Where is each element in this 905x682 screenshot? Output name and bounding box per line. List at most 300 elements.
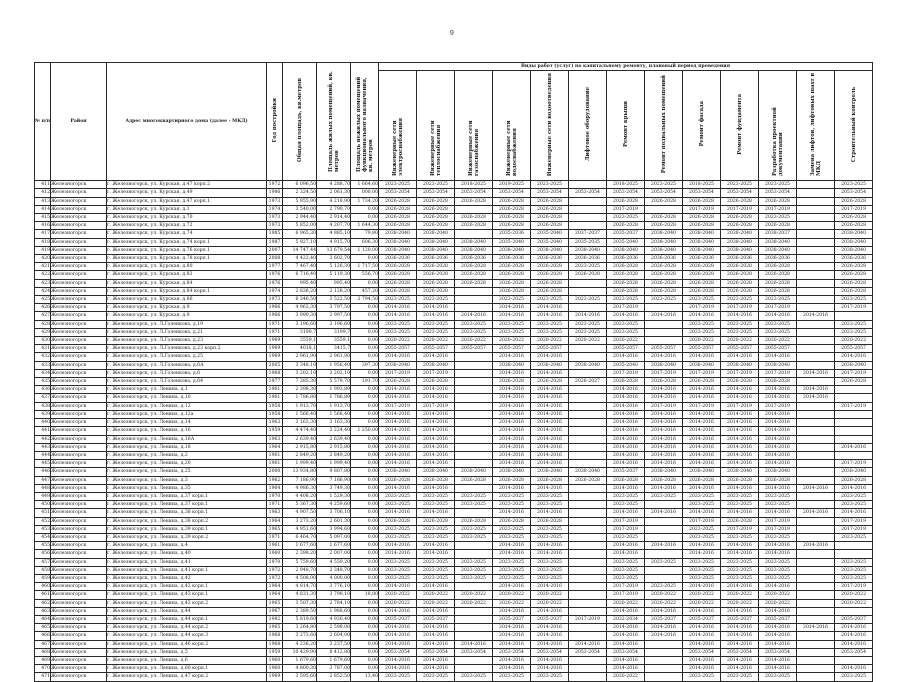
row-work-period bbox=[455, 386, 493, 394]
row-work-period bbox=[455, 615, 493, 623]
row-work-period: 2023-2025 bbox=[721, 501, 759, 509]
row-year: 1969 bbox=[267, 337, 283, 345]
row-work-period: 2020-2022 bbox=[835, 337, 873, 345]
row-district: Железногорск bbox=[51, 509, 107, 517]
row-work-period: 2020-2022 bbox=[645, 599, 683, 607]
row-work-period: 2023-2025 bbox=[721, 320, 759, 328]
row-total-area: 3 163,30 bbox=[283, 419, 317, 427]
row-work-period: 2026-2028 bbox=[417, 205, 455, 213]
row-work-period bbox=[455, 550, 493, 558]
row-work-period: 2023-2025 bbox=[683, 320, 721, 328]
row-address: г. Железногорск, ул. Курская, д.86 bbox=[107, 296, 267, 304]
row-living-area: 4 885,10 bbox=[317, 230, 351, 238]
header-year-text: Год постройки bbox=[271, 97, 278, 143]
row-year: 1961 bbox=[267, 460, 283, 468]
row-work-period: 2020-2022 bbox=[835, 599, 873, 607]
row-year: 1982 bbox=[267, 615, 283, 623]
row-work-period: 2014-2016 bbox=[683, 665, 721, 673]
row-work-period: 2023-2025 bbox=[417, 501, 455, 509]
row-year: 1963 bbox=[267, 509, 283, 517]
row-number: 427 bbox=[35, 312, 51, 320]
row-nonliving-area: 0,00 bbox=[351, 558, 379, 566]
row-work-period: 2036-2036 bbox=[721, 255, 759, 263]
row-number: 451 bbox=[35, 509, 51, 517]
page-number: 9 bbox=[450, 30, 454, 37]
row-work-period: 2014-2016 bbox=[759, 435, 797, 443]
row-work-period: 2014-2016 bbox=[607, 353, 645, 361]
row-work-period: 2023-2025 bbox=[379, 492, 417, 500]
row-living-area: 3415,7 bbox=[317, 345, 351, 353]
row-number: 454 bbox=[35, 533, 51, 541]
row-work-period: 2014-2016 bbox=[379, 542, 417, 550]
row-total-area: 4 907,50 bbox=[283, 509, 317, 517]
table-row bbox=[35, 492, 873, 500]
row-work-period: 2014-2016 bbox=[379, 435, 417, 443]
header-work-text: Инженерные сети водоотведения bbox=[546, 72, 553, 176]
row-work-period: 2014-2016 bbox=[607, 386, 645, 394]
row-work-period: 2023-2025 bbox=[569, 328, 607, 336]
row-work-period: 2014-2016 bbox=[645, 410, 683, 418]
row-work-period: 2014-2016 bbox=[721, 583, 759, 591]
row-work-period: 2023-2025 bbox=[721, 673, 759, 681]
row-work-period: 2023-2025 bbox=[607, 328, 645, 336]
row-work-period: 2026-2028 bbox=[531, 279, 569, 287]
row-work-period: 2014-2016 bbox=[683, 386, 721, 394]
row-work-period: 2023-2025 bbox=[531, 501, 569, 509]
row-district: Железногорск bbox=[51, 476, 107, 484]
row-address: г. Железногорск, ул. Ленина, д.42 bbox=[107, 574, 267, 582]
row-work-period: 2053-2054 bbox=[759, 648, 797, 656]
row-work-period: 2023-2025 bbox=[493, 320, 531, 328]
row-work-period: 2014-2016 bbox=[607, 509, 645, 517]
row-work-period: 2014-2016 bbox=[417, 583, 455, 591]
row-work-period: 2055-2057 bbox=[379, 345, 417, 353]
row-work-period bbox=[645, 205, 683, 213]
row-work-period: 2023-2025 bbox=[493, 296, 531, 304]
row-number: 426 bbox=[35, 304, 51, 312]
row-nonliving-area: 0,00 bbox=[351, 583, 379, 591]
header-works-group: Виды работ (услуг) по капитальному ремонту, плановый период проведения bbox=[379, 63, 873, 71]
row-work-period: 2014-2016 bbox=[645, 443, 683, 451]
row-address: г. Железногорск, ул. Ленина, д.6 bbox=[107, 656, 267, 664]
row-work-period: 2020-2022 bbox=[531, 591, 569, 599]
row-total-area: 5 367,30 bbox=[283, 501, 317, 509]
row-number: 446 bbox=[35, 468, 51, 476]
row-work-period bbox=[569, 632, 607, 640]
row-work-period: 2014-2016 bbox=[417, 410, 455, 418]
row-year: 1985 bbox=[267, 230, 283, 238]
row-district: Железногорск bbox=[51, 214, 107, 222]
row-work-period: 2014-2016 bbox=[417, 550, 455, 558]
row-work-period: 2026-2028 bbox=[607, 263, 645, 271]
row-work-period: 2023-2025 bbox=[645, 492, 683, 500]
row-living-area: 995,40 bbox=[317, 279, 351, 287]
row-work-period: 2023-2025 bbox=[683, 501, 721, 509]
row-work-period bbox=[797, 361, 835, 369]
row-work-period: 2017-2019 bbox=[835, 460, 873, 468]
row-work-period: 2038-2040 bbox=[645, 230, 683, 238]
row-work-period: 2017-2019 bbox=[607, 591, 645, 599]
row-total-area: 3 990,30 bbox=[283, 312, 317, 320]
row-address: г. Железногорск, ул. Курская, д.84 корп.1 bbox=[107, 287, 267, 295]
row-total-area: 2 849,20 bbox=[283, 451, 317, 459]
row-nonliving-area: 0,00 bbox=[351, 304, 379, 312]
row-living-area: 2 914,40 bbox=[317, 214, 351, 222]
row-work-period: 2017-2019 bbox=[759, 304, 797, 312]
row-nonliving-area: 18,80 bbox=[351, 591, 379, 599]
row-work-period bbox=[645, 501, 683, 509]
row-number: 455 bbox=[35, 542, 51, 550]
row-work-period: 2053-2054 bbox=[683, 648, 721, 656]
row-work-period: 2014-2016 bbox=[379, 460, 417, 468]
row-total-area: 1 566,40 bbox=[283, 410, 317, 418]
row-work-period: 2014-2016 bbox=[607, 550, 645, 558]
row-total-area: 2 915,80 bbox=[283, 443, 317, 451]
row-work-period: 2023-2025 bbox=[607, 214, 645, 222]
row-address: г. Железногорск, ул. Ленина, д.18 bbox=[107, 443, 267, 451]
header-work-12 bbox=[835, 71, 873, 181]
row-work-period: 2014-2016 bbox=[531, 394, 569, 402]
row-work-period: 2026-2028 bbox=[531, 517, 569, 525]
row-work-period: 2026-2028 bbox=[645, 271, 683, 279]
row-nonliving-area: 1 644,30 bbox=[351, 222, 379, 230]
row-work-period: 2014-2016 bbox=[531, 542, 569, 550]
row-address: г. Железногорск, ул. Ленина, д.60 корп.1 bbox=[107, 665, 267, 673]
row-number: 431 bbox=[35, 345, 51, 353]
row-work-period: 2014-2016 bbox=[569, 312, 607, 320]
row-number: 459 bbox=[35, 574, 51, 582]
row-year: 1968 bbox=[267, 369, 283, 377]
row-year: 2007 bbox=[267, 246, 283, 254]
row-address: г. Железногорск, ул. Ленина, д.38 корп.2 bbox=[107, 517, 267, 525]
row-work-period: 2014-2016 bbox=[493, 353, 531, 361]
row-living-area: 5 579,70 bbox=[317, 378, 351, 386]
row-work-period: 2023-2025 bbox=[379, 673, 417, 681]
row-work-period: 2038-2040 bbox=[417, 361, 455, 369]
row-work-period: 2014-2016 bbox=[683, 419, 721, 427]
row-work-period: 2023-2025 bbox=[835, 673, 873, 681]
row-district: Железногорск bbox=[51, 632, 107, 640]
row-work-period: 2014-2016 bbox=[417, 665, 455, 673]
row-work-period: 2023-2025 bbox=[721, 492, 759, 500]
row-work-period: 2035-2040 bbox=[531, 230, 569, 238]
row-work-period: 2014-2016 bbox=[835, 353, 873, 361]
row-year: 1971 bbox=[267, 501, 283, 509]
row-work-period: 2053-2054 bbox=[417, 189, 455, 197]
row-work-period: 2014-2016 bbox=[835, 443, 873, 451]
row-work-period: 2014-2016 bbox=[797, 509, 835, 517]
row-work-period: 2014-2016 bbox=[531, 312, 569, 320]
table-row bbox=[35, 296, 873, 304]
row-work-period: 2055-2057 bbox=[721, 345, 759, 353]
row-work-period bbox=[797, 328, 835, 336]
row-work-period: 2023-2025 bbox=[683, 558, 721, 566]
row-work-period: 2014-2016 bbox=[493, 640, 531, 648]
table-row bbox=[35, 189, 873, 197]
row-work-period: 2023-2025 bbox=[683, 574, 721, 582]
row-living-area: 3 163,30 bbox=[317, 419, 351, 427]
row-work-period: 2026-2028 bbox=[493, 271, 531, 279]
row-work-period: 2038-2040 bbox=[683, 230, 721, 238]
row-work-period bbox=[569, 214, 607, 222]
row-work-period: 2038-2040 bbox=[569, 468, 607, 476]
row-year: 1976 bbox=[267, 271, 283, 279]
row-number: 414 bbox=[35, 205, 51, 213]
row-year: 1968 bbox=[267, 640, 283, 648]
row-district: Железногорск bbox=[51, 353, 107, 361]
row-living-area: 9 807,80 bbox=[317, 468, 351, 476]
row-address: г. Железногорск, ул. Ленина, д.42 корп.1 bbox=[107, 583, 267, 591]
row-work-period bbox=[835, 386, 873, 394]
row-year: 1973 bbox=[267, 214, 283, 222]
row-work-period: 2014-2016 bbox=[493, 443, 531, 451]
row-work-period: 2038-2040 bbox=[493, 246, 531, 254]
row-work-period: 2023-2025 bbox=[493, 492, 531, 500]
row-work-period: 2014-2016 bbox=[417, 435, 455, 443]
row-address: г. Железногорск, ул. Курская, д.1 bbox=[107, 205, 267, 213]
row-work-period: 2026-2028 bbox=[683, 378, 721, 386]
row-work-period: 2035-2037 bbox=[417, 615, 455, 623]
row-work-period: 2014-2016 bbox=[645, 427, 683, 435]
row-work-period: 2023-2025 bbox=[607, 320, 645, 328]
row-number: 443 bbox=[35, 443, 51, 451]
row-district: Железногорск bbox=[51, 665, 107, 673]
row-work-period: 2014-2016 bbox=[759, 624, 797, 632]
row-work-period: 2014-2016 bbox=[493, 542, 531, 550]
row-number: 416 bbox=[35, 222, 51, 230]
row-total-area: 4 986,30 bbox=[283, 484, 317, 492]
row-work-period bbox=[797, 255, 835, 263]
row-work-period: 2038-2040 bbox=[721, 230, 759, 238]
row-work-period: 2023-2025 bbox=[455, 320, 493, 328]
table-row bbox=[35, 394, 873, 402]
row-work-period: 2020-2022 bbox=[379, 599, 417, 607]
row-work-period: 2023-2025 bbox=[379, 533, 417, 541]
row-nonliving-area: 0,00 bbox=[351, 443, 379, 451]
row-work-period bbox=[569, 656, 607, 664]
row-work-period: 2026-2028 bbox=[683, 287, 721, 295]
row-work-period: 2026-2028 bbox=[645, 378, 683, 386]
row-work-period: 2014-2016 bbox=[417, 484, 455, 492]
header-work-3 bbox=[493, 71, 531, 181]
row-work-period: 2014-2016 bbox=[379, 583, 417, 591]
header-work-5 bbox=[569, 71, 607, 181]
row-work-period: 2014-2016 bbox=[493, 583, 531, 591]
row-address: г. Железногорск, ул. Ленина, д.44 bbox=[107, 607, 267, 615]
row-work-period: 2038-2040 bbox=[721, 246, 759, 254]
row-work-period: 2014-2016 bbox=[531, 443, 569, 451]
row-work-period: 2026-2028 bbox=[569, 271, 607, 279]
row-work-period: 2014-2016 bbox=[531, 460, 569, 468]
row-total-area: 6 965,30 bbox=[283, 230, 317, 238]
capital-repair-table bbox=[34, 62, 873, 682]
row-nonliving-area: 0,00 bbox=[351, 640, 379, 648]
header-work-text: Ремонт фундамента bbox=[736, 93, 743, 155]
row-total-area: 4 408,20 bbox=[283, 492, 317, 500]
row-work-period: 2014-2016 bbox=[759, 394, 797, 402]
table-row bbox=[35, 468, 873, 476]
row-district: Железногорск bbox=[51, 378, 107, 386]
row-work-period: 2026-2028 bbox=[683, 263, 721, 271]
row-address: г. Железногорск, ул. Л.Голенкова, д.25 bbox=[107, 353, 267, 361]
row-number: 429 bbox=[35, 328, 51, 336]
row-work-period: 2023-2025 bbox=[379, 181, 417, 189]
row-work-period: 2026-2028 bbox=[607, 197, 645, 205]
row-address: г. Железногорск, ул. Ленина, д.41 корп.1 bbox=[107, 566, 267, 574]
row-work-period: 2014-2016 bbox=[645, 353, 683, 361]
row-work-period: 2014-2016 bbox=[417, 394, 455, 402]
row-work-period bbox=[569, 525, 607, 533]
table-row bbox=[35, 263, 873, 271]
row-work-period: 2014-2016 bbox=[721, 460, 759, 468]
header-work-text: Инженерные сети электроснабжения bbox=[391, 118, 404, 177]
row-work-period bbox=[569, 394, 607, 402]
row-work-period: 2014-2016 bbox=[531, 509, 569, 517]
table-row bbox=[35, 328, 873, 336]
row-total-area: 2 961,90 bbox=[283, 353, 317, 361]
row-number: 433 bbox=[35, 361, 51, 369]
row-year: 1966 bbox=[267, 304, 283, 312]
row-address: г. Железногорск, ул. Курская, д.9 bbox=[107, 304, 267, 312]
row-work-period bbox=[569, 345, 607, 353]
row-address: г. Железногорск, ул. Ленина, д.25 bbox=[107, 468, 267, 476]
table-row bbox=[35, 607, 873, 615]
row-work-period: 2026-2028 bbox=[417, 476, 455, 484]
row-number: 435 bbox=[35, 378, 51, 386]
row-work-period: 2053-2054 bbox=[379, 189, 417, 197]
row-work-period bbox=[569, 304, 607, 312]
row-year: 1977 bbox=[267, 263, 283, 271]
row-nonliving-area: 0,00 bbox=[351, 328, 379, 336]
row-number: 462 bbox=[35, 599, 51, 607]
row-work-period bbox=[455, 353, 493, 361]
row-work-period: 2014-2016 bbox=[607, 460, 645, 468]
row-work-period: 2055-2057 bbox=[417, 345, 455, 353]
row-work-period: 2026-2028 bbox=[683, 476, 721, 484]
row-work-period: 2023-2025 bbox=[531, 525, 569, 533]
row-work-period: 2018-2025 bbox=[683, 181, 721, 189]
row-work-period bbox=[569, 197, 607, 205]
row-work-period: 2017-2019 bbox=[759, 525, 797, 533]
row-work-period: 2053-2054 bbox=[645, 189, 683, 197]
row-living-area: 5 126,30 bbox=[317, 263, 351, 271]
row-address: г. Железногорск, ул. Л.Голенкова, д.19 bbox=[107, 320, 267, 328]
row-work-period: 2014-2016 bbox=[493, 460, 531, 468]
row-district: Железногорск bbox=[51, 230, 107, 238]
row-work-period: 2023-2025 bbox=[455, 501, 493, 509]
row-work-period bbox=[455, 460, 493, 468]
row-nonliving-area: 0,00 bbox=[351, 410, 379, 418]
row-work-period bbox=[835, 312, 873, 320]
table-row bbox=[35, 304, 873, 312]
row-work-period: 2023-2025 bbox=[531, 320, 569, 328]
row-work-period: 2023-2025 bbox=[721, 296, 759, 304]
row-work-period: 2014-2016 bbox=[417, 607, 455, 615]
row-work-period bbox=[797, 181, 835, 189]
row-living-area: 3 522,50 bbox=[317, 296, 351, 304]
row-work-period: 2023-2025 bbox=[683, 328, 721, 336]
row-work-period bbox=[835, 394, 873, 402]
row-work-period: 2014-2016 bbox=[683, 640, 721, 648]
row-work-period: 2023-2025 bbox=[417, 533, 455, 541]
header-work-1 bbox=[417, 71, 455, 181]
row-total-area: 3 202,10 bbox=[283, 369, 317, 377]
row-work-period: 2014-2016 bbox=[721, 353, 759, 361]
row-work-period: 2014-2016 bbox=[417, 451, 455, 459]
row-work-period bbox=[797, 263, 835, 271]
row-work-period: 2023-2025 bbox=[493, 501, 531, 509]
row-work-period: 2026-2028 bbox=[721, 287, 759, 295]
row-work-period: 2038-2040 bbox=[721, 468, 759, 476]
row-total-area: 4018,1 bbox=[283, 345, 317, 353]
row-living-area: 1 786,80 bbox=[317, 394, 351, 402]
row-work-period: 2038-2040 bbox=[759, 468, 797, 476]
row-work-period: 2053-2054 bbox=[531, 648, 569, 656]
row-work-period: 2026-2028 bbox=[683, 279, 721, 287]
row-work-period: 2026-2028 bbox=[531, 287, 569, 295]
row-work-period: 2014-2016 bbox=[721, 386, 759, 394]
row-number: 413 bbox=[35, 197, 51, 205]
row-work-period: 2014-2016 bbox=[417, 656, 455, 664]
row-work-period: 2023-2025 bbox=[379, 558, 417, 566]
row-work-period: 2014-2016 bbox=[759, 484, 797, 492]
row-work-period: 2014-2016 bbox=[759, 665, 797, 673]
row-work-period: 2023-2025 bbox=[493, 525, 531, 533]
row-work-period: 2014-2016 bbox=[493, 484, 531, 492]
row-total-area: 4 508,00 bbox=[283, 574, 317, 582]
row-number: 458 bbox=[35, 566, 51, 574]
row-total-area: 3 273,20 bbox=[283, 517, 317, 525]
row-work-period: 2026-2028 bbox=[645, 197, 683, 205]
row-district: Железногорск bbox=[51, 533, 107, 541]
row-year: 1964 bbox=[267, 443, 283, 451]
row-district: Железногорск bbox=[51, 304, 107, 312]
row-work-period: 2023-2025 bbox=[835, 181, 873, 189]
row-work-period bbox=[797, 492, 835, 500]
row-work-period bbox=[797, 599, 835, 607]
row-work-period: 2014-2016 bbox=[531, 427, 569, 435]
row-living-area: 2 601,30 bbox=[317, 517, 351, 525]
row-work-period: 2020-2022 bbox=[531, 599, 569, 607]
row-work-period: 2014-2016 bbox=[683, 583, 721, 591]
row-work-period: 2014-2016 bbox=[607, 542, 645, 550]
row-work-period: 2014-2016 bbox=[645, 460, 683, 468]
row-living-area: 3 202,10 bbox=[317, 369, 351, 377]
row-work-period bbox=[569, 492, 607, 500]
row-year: 2008 bbox=[267, 255, 283, 263]
row-work-period bbox=[455, 484, 493, 492]
table-row bbox=[35, 230, 873, 238]
row-nonliving-area: 0,00 bbox=[351, 517, 379, 525]
row-nonliving-area: 0,00 bbox=[351, 353, 379, 361]
row-work-period bbox=[797, 501, 835, 509]
row-address: г. Железногорск, ул. Ленина, д.44 корп.2 bbox=[107, 624, 267, 632]
row-work-period: 2020-2022 bbox=[759, 599, 797, 607]
row-work-period: 2038-2040 bbox=[493, 361, 531, 369]
row-work-period: 2014-2016 bbox=[379, 394, 417, 402]
row-work-period bbox=[797, 574, 835, 582]
row-nonliving-area: 0,00 bbox=[351, 509, 379, 517]
row-address: г. Железногорск, ул. Ленина, д.43 корп.2 bbox=[107, 599, 267, 607]
row-work-period: 2026-2028 bbox=[531, 476, 569, 484]
row-nonliving-area: 1 250,00 bbox=[351, 427, 379, 435]
row-work-period: 2014-2016 bbox=[417, 542, 455, 550]
row-district: Железногорск bbox=[51, 435, 107, 443]
row-work-period bbox=[569, 607, 607, 615]
row-work-period: 2026-2028 bbox=[759, 197, 797, 205]
row-work-period bbox=[455, 394, 493, 402]
row-work-period: 2023-2025 bbox=[569, 263, 607, 271]
